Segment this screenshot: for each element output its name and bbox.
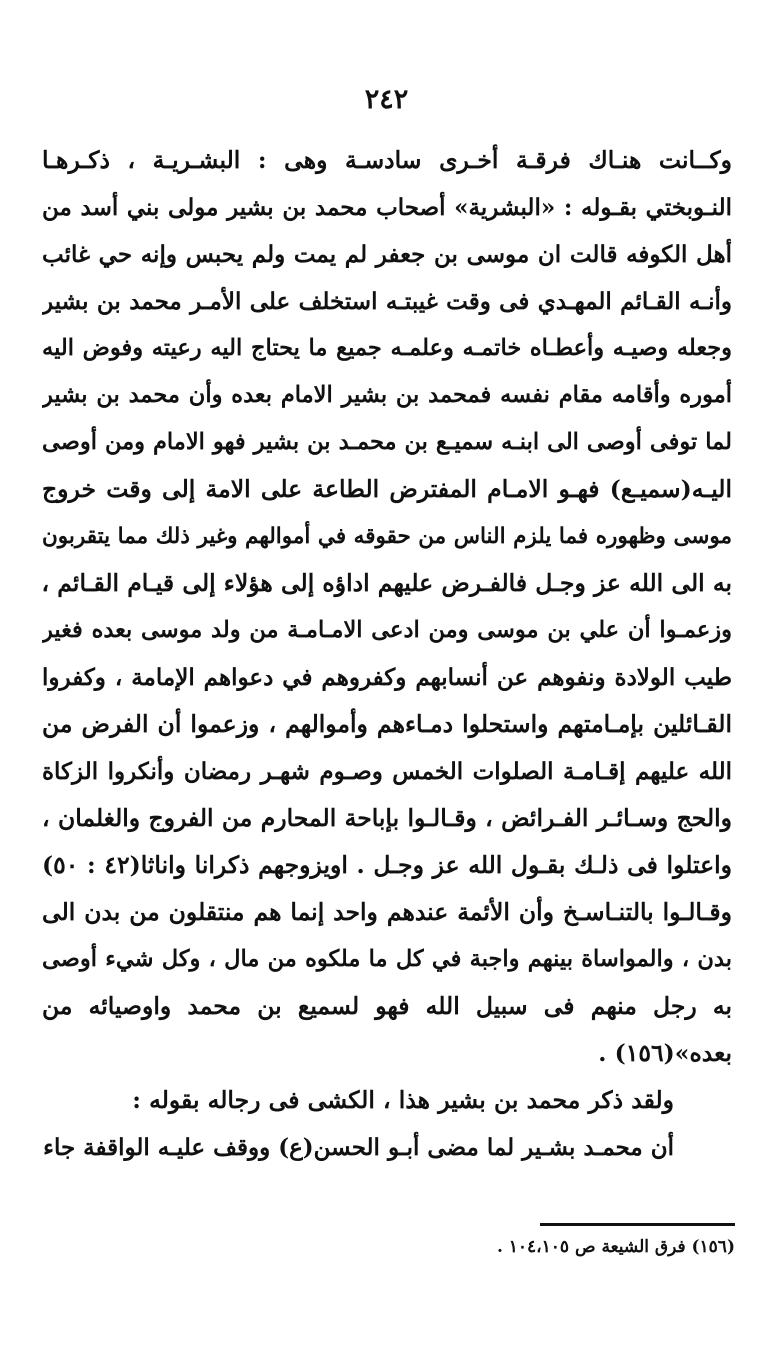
text-line: وقـالـوا بالتنـاسـخ وأن الأئمة عندهم واحد إنما هم منتقلون من بدن الى — [42, 898, 732, 926]
text-line: والحج وسـائـر الفـرائض ، وقـالـوا بإباحة المحارم من الفروج والغلمان ، — [42, 804, 732, 832]
text-line: واعتلوا فى ذلـك بقـول الله عز وجـل . اويزوجهم ذكرانا واناثا(٤٢ : ٥٠) — [42, 851, 732, 879]
footnote-divider — [540, 1223, 735, 1226]
text-line: أن محمـد بشـير لما مضى أبـو الحسن(ع) ووقف عليـه الواقفة جاء — [43, 1134, 674, 1161]
text-line: النـوبختي بقـوله : «البشرية» أصحاب محمد بن بشير مولى بني أسد من — [42, 194, 732, 221]
text-line: اليـه(سميـع) فهـو الامـام المفترض الطاعة على الامة إلى وقت خروج — [42, 475, 732, 503]
text-line: بدن ، والمواساة بينهم واجبة في كل ما ملكوه من مال ، وكل شيء أوصى — [42, 946, 732, 972]
text-line: وكــانت هنـاك فرقـة أخـرى سادسـة وهى : البشـريـة ، ذكـرهـا — [42, 146, 732, 174]
text-line: وجعله وصيـه وأعطـاه خاتمـه وعلمـه جميع ما يحتاج اليه رعيته وفوض اليه — [42, 335, 732, 361]
text-line: الله عليهم إقـامـة الصلوات الخمس وصـوم شهـر رمضان وأنكروا الزكاة — [42, 758, 732, 785]
text-line: موسى وظهوره فما يلزم الناس من حقوقه في أموالهم وغير ذلك مما يتقربون — [42, 524, 732, 549]
page-number: ٢٤٢ — [364, 84, 409, 115]
text-line: به الى الله عز وجـل فالفـرض عليهم اداؤه إلى هؤلاء إلى قيـام القـائم ، — [42, 569, 732, 597]
body-text — [42, 137, 732, 1171]
text-line: وأنـه القـائم المهـدي فى وقت غيبتـه استخلف على الأمـر محمد بن بشير — [42, 288, 732, 315]
text-line: أهل الكوفه قالت ان موسى بن جعفر لم يمت ولم يحبس وإنه حي غائب — [42, 241, 732, 268]
text-line: طيب الولادة ونفوهم عن أنسابهم وكفروهم في دعواهم الإمامة ، وكفروا — [42, 664, 732, 691]
text-line: لما توفى أوصى الى ابنـه سميـع بن محمـد بن بشير فهو الامام ومن أوصى — [42, 429, 732, 455]
text-line: بعده»(١٥٦) . — [598, 1039, 732, 1067]
footnote: (١٥٦) فرق الشيعة ص ١٠٤،١٠٥ . — [496, 1237, 735, 1257]
text-line: القـائلين بإمـامتهم واستحلوا دمـاءهم وأموالهم ، وزعموا أن الفرض من — [42, 710, 732, 738]
text-line: وزعمـوا أن علي بن موسى ومن ادعى الامـامـة من ولد موسى بعده فغير — [42, 617, 732, 643]
text-line: أموره وأقامه مقام نفسه فمحمد بن بشير الامام بعده وأن محمد بن بشير — [42, 382, 732, 408]
text-line: به رجل منهم فى سبيل الله فهو لسميع بن محمد واوصيائه من — [42, 992, 732, 1020]
text-line: ولقد ذكر محمد بن بشير هذا ، الكشى فى رجاله بقوله : — [132, 1086, 674, 1114]
